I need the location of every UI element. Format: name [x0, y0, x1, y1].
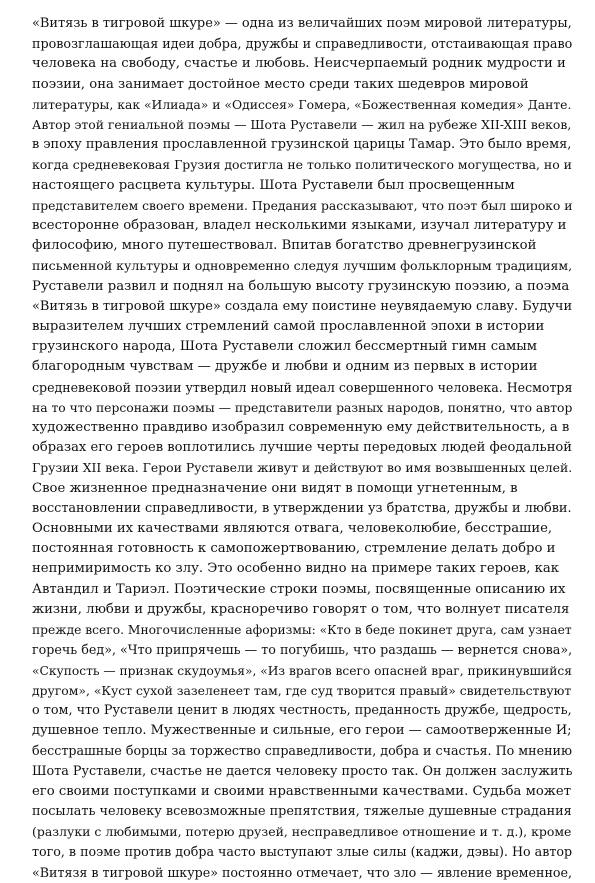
text-line: Автор этой гениальной поэмы — Шота Руставели — жил на рубеже XII-XIII веков, — [32, 117, 572, 133]
text-line: образах его героев воплотились лучшие черты передовых людей феодальной — [32, 440, 572, 456]
text-line: о том, что Руставели ценит в людях честность, преданность дружбе, щедрость, — [32, 702, 572, 718]
text-line: горечь бед», «Что припрячешь — то погубишь, что раздашь — вернется снова», — [32, 642, 572, 658]
text-line: Свое жизненное предназначение они видят в помощи угнетенным, в — [32, 480, 518, 496]
text-line: другом», «Куст сухой зазеленеет там, где суд творится правый» свидетельствуют — [32, 682, 572, 698]
text-line: непримиримость ко злу. Это особенно видно на примере таких героев, как — [32, 561, 559, 577]
text-line: провозглашающая идеи добра, дружбы и справедливости, отстаивающая право — [32, 36, 572, 52]
text-line: «Витязь в тигровой шкуре» — одна из величайших поэм мировой литературы, — [32, 16, 572, 31]
text-line: человека на свободу, счастье и любовь. Неисчерпаемый родник мудрости и — [32, 56, 566, 72]
text-line: Автандил и Тариэл. Поэтические строки поэмы, посвященные описанию их — [32, 581, 566, 597]
text-line: Грузии XII века. Герои Руставели живут и действуют во имя возвышенных целей. — [32, 460, 572, 476]
text-line: «Витязя в тигровой шкуре» постоянно отмечает, что зло — явление временное, — [32, 864, 572, 880]
text-line: Основными их качествами являются отвага, человеколюбие, бесстрашие, — [32, 521, 553, 537]
text-line: настоящего расцвета культуры. Шота Руставели был просвещенным — [32, 177, 515, 193]
text-line: когда средневековая Грузия достигла не только политического могущества, но и — [32, 157, 572, 173]
text-line: постоянная готовность к самопожертвованию, стремление делать добро и — [32, 541, 556, 557]
text-line: бесстрашные борцы за торжество справедливости, добра и счастья. По мнению — [32, 743, 572, 759]
text-line: жизни, любви и дружбы, красноречиво говорят о том, что волнует писателя — [32, 601, 570, 617]
text-line: его своими поступками и своими нравственными качествами. Судьба может — [32, 783, 572, 799]
text-line: «Скупость — признак скудоумья», «Из врагов всего опасней враг, прикинувшийся — [32, 663, 572, 678]
text-line: художественно правдиво изобразил современную ему действительность, а в — [32, 420, 570, 436]
text-line: поэзии, она занимает достойное место среди таких шедевров мировой — [32, 76, 529, 92]
text-line: душевное тепло. Мужественные и сильные, его герои — самоотверженные И; — [32, 723, 572, 739]
text-line: благородным чувствам — дружбе и любви и одним из первых в истории — [32, 359, 538, 375]
text-line: литературы, как «Илиада» и «Одиссея» Гомера, «Божественная комедия» Данте. — [32, 97, 572, 112]
text-line: средневековой поэзии утвердил новый идеал совершенного человека. Несмотря — [32, 379, 572, 395]
text-line: грузинского народа, Шота Руставели сложил бессмертный гимн самым — [32, 339, 537, 355]
text-line: всесторонне образован, владел несколькими языками, изучал литературу и — [32, 218, 567, 234]
text-line: «Витязь в тигровой шкуре» создала ему поистине неувядаемую славу. Будучи — [32, 298, 572, 314]
body-text — [32, 14, 572, 883]
text-line: в эпоху правления прославленной грузинской царицы Тамар. Это было время, — [32, 137, 572, 153]
text-line: выразителем лучших стремлений самой прославленной эпохи в истории — [32, 319, 545, 335]
text-line: Руставели развил и поднял на большую высоту грузинскую поэзию, а поэма — [32, 278, 570, 294]
text-line: письменной культуры и одновременно следуя лучшим фольклорным традициям, — [32, 258, 572, 274]
text-line: (разлуки с любимыми, потерю друзей, несправедливое отношение и т. д.), кроме — [32, 824, 572, 840]
text-line: философию, много путешествовал. Впитав богатство древнегрузинской — [32, 238, 537, 254]
text-line: на то что персонажи поэмы — представители разных народов, понятно, что автор — [32, 400, 572, 415]
text-line: Шота Руставели, счастье не дается человеку просто так. Он должен заслужить — [32, 763, 572, 779]
text-line: того, в поэме против добра часто выступают злые силы (каджи, дэвы). Но автор — [32, 844, 572, 860]
text-line: представителем своего времени. Предания рассказывают, что поэт был широко и — [32, 198, 572, 213]
text-line: посылать человеку всевозможные препятствия, тяжелые душевные страдания — [32, 803, 572, 819]
text-line: прежде всего. Многочисленные афоризмы: «Кто в беде покинет друга, сам узнает — [32, 623, 572, 638]
text-line: восстановлении справедливости, в утверждении уз братства, дружбы и любви. — [32, 500, 572, 516]
